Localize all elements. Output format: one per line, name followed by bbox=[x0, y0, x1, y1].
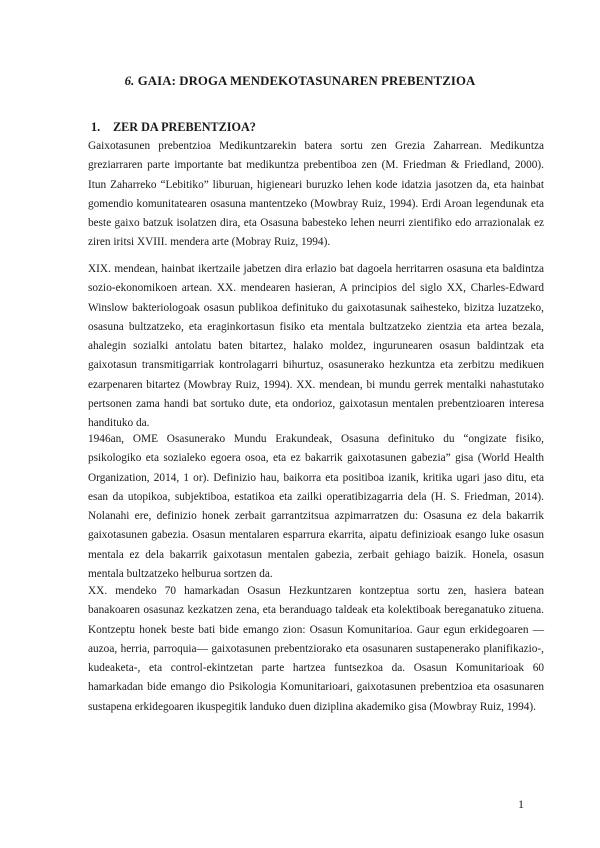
page-title bbox=[60, 74, 540, 89]
section-title: ZER DA PREBENTZIOA? bbox=[113, 120, 256, 134]
paragraph: XX. mendeko 70 hamarkadan Osasun Hezkuntzaren kontzeptua sortu zen, hasiera batean banakoaren osasunaz kezkatzen zena, eta beranduago taldeak eta kolektiboak bereganatuko zituena. Kontzeptu honek beste bati bide emango zion: Osasun Komunitarioa. Gaur egun erkidegoaren —auzoa, herria, parroquia— gaixotasunen prebentziorako eta osasunaren sustapenerako planifikazio-, kudeaketa-, eta control-ekintzetan parte hartzea funtsezkoa da. Osasun Komunitarioak 60 hamarkadan bide emango dio Psikologia Komunitarioari, gaixotasunen prebentzioa eta osasunaren sustapena erkidegoaren ikuspegitik landuko duen diziplina akademiko gisa (Mowbray Ruiz, 1994). bbox=[88, 585, 544, 713]
paragraph: Gaixotasunen prebentzioa Medikuntzarekin batera sortu zen Grezia Zaharrean. Medikuntza greziarraren parte importante bat medikuntza prebentiboa zen (M. Friedman & Friedland, 2000). Itun Zaharreko “Lebitiko” liburuan, higieneari buruzko lehen kode idatzia jasotzen da, eta hainbat gomendio komunitatearen osasuna mantentzeko (Mowbray Ruiz, 1994). Erdi Aroan legendunak eta beste gaixo batzuk isolatzen dira, eta Osasuna babesteko lehen neurri zientifiko edo arrazionalak ez ziren iritsi XVIII. mendera arte (Mobray Ruiz, 1994). bbox=[88, 140, 544, 249]
section-heading bbox=[91, 120, 256, 135]
chapter-title: GAIA: DROGA MENDEKOTASUNAREN PREBENTZIOA bbox=[134, 74, 476, 88]
chapter-number: 6. bbox=[124, 74, 135, 88]
section-number: 1. bbox=[91, 120, 101, 134]
paragraph: XIX. mendean, hainbat ikertzaile jabetzen dira erlazio bat dagoela herritarren osasuna eta baldintza sozio-ekonomikoen artean. XX. mendearen hasieran, A principios del siglo XX, Charles-Edward Winslow bakteriologoak osasun publikoa definituko du gaixotasunak saihesteko, bizitza luzatzeko, osasuna bultzatzeko, eta eraginkortasun fisiko eta mentala bultzatzeko zientzia eta artea bezala, ahalegin sozialki antolatu baten bitartez, halako moldez, ingurunearen osasun baldintzak eta gaixotasun transmitigarriak kontrolagarri bihurtuz, osasunerako hezkuntza eta zerbitzu medikuen ezarpenaren bitartez (Mowbray Ruiz, 1994). XX. mendean, bi mundu gerrek mentalki nahastutako pertsonen zama handi bat sortuko dute, eta ondorioz, gaixotasun mentalen prebentzioaren interesa handituko da. bbox=[88, 263, 544, 429]
page-number: 1 bbox=[518, 797, 524, 811]
paragraph: 1946an, OME Osasunerako Mundu Erakundeak, Osasuna definituko du “ongizate fisiko, psikologiko eta sozialeko egoera osoa, eta ez bakarrik gaixotasunen gabezia” gisa (World Health Organization, 2014, 1 or). Definizio hau, baikorra eta positiboa izanik, kritika ugari jaso ditu, eta esan da utopikoa, subjektiboa, estatikoa eta zailki operatibizagarria dela (H. S. Friedman, 2014). Nolanahi ere, definizio honek zerbait garrantzitsua azpimarratzen du: Osasuna ez dela bakarrik gaixotasunen gabezia. Osasun mentalaren esparrura ekarrita, aipatu definizioak esango luke osasun mentala ez dela bakarrik gaixotasun mentalen gabezia, zerbait gehiago baizik. Honela, osasun mentala bultzatzeko helburua sortzen da. bbox=[88, 433, 544, 580]
